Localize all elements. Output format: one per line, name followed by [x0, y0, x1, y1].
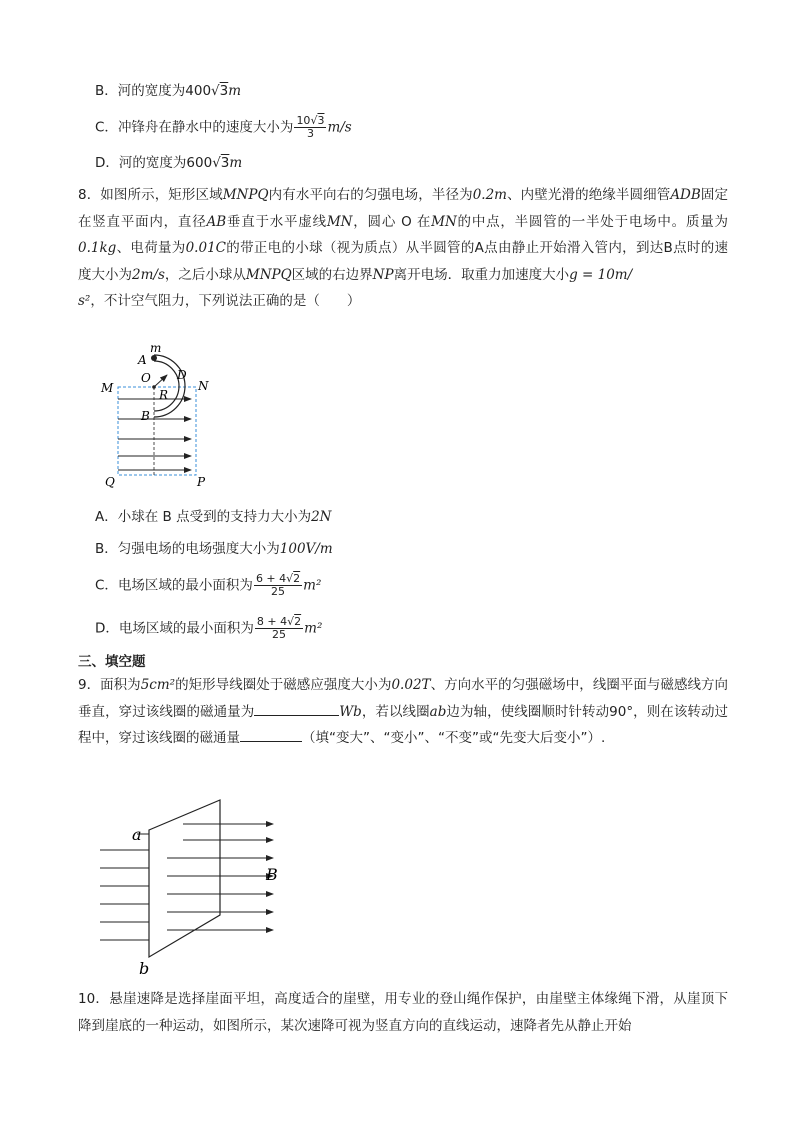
q7-option-c: C．冲锋舟在静水中的速度大小为 $\frac{10√3}{3}$ m/s [95, 114, 352, 140]
label-o: O [141, 371, 151, 385]
label-b: B [141, 409, 150, 423]
fraction: $\frac{10√3}{3}$ [296, 114, 325, 140]
label-m-corner: M [101, 381, 114, 395]
label-d: D [177, 368, 187, 382]
answer-blank-1[interactable] [254, 701, 339, 716]
label-m: m [150, 342, 162, 355]
label-b: b [139, 959, 150, 975]
label-n: N [198, 379, 209, 393]
q10-stem: 10．悬崖速降是选择崖面平坦，高度适合的崖壁，用专业的登山绳作保护，由崖壁主体缘绳下滑，从崖顶下降到崖底的一种运动，如图所示，某次速降可视为竖直方向的直线运动，速降者先从静止开始 [78, 991, 729, 1034]
field-region-rect [118, 387, 196, 475]
radius-arrow [154, 375, 167, 387]
q7-option-d: D．河的宽度为600√3m [95, 155, 243, 171]
ball [151, 355, 157, 361]
q9-coil-diagram [95, 790, 295, 975]
q9-stem: 9．面积为5cm²的矩形导线圈处于磁感应强度大小为0.02T、方向水平的匀强磁场中，线圈平面与磁感线方向垂直，穿过该线圈的磁通量为 Wb，若以线圈ab边为轴，使线圈顺时针转动90°，则在该转动过程中，穿过该线圈的磁通量 （填“变大”、“变小”、“不变”或“先变大后变小”）. [78, 677, 729, 746]
q8-option-b: B．匀强电场的电场强度大小为100V/m [95, 541, 333, 557]
fraction: $\frac{8 + 4√2}{25}$ [256, 615, 302, 641]
q7-option-b: B．河的宽度为400√3m [95, 83, 242, 99]
label-r: R [159, 388, 169, 402]
q8-option-a: A．小球在 B 点受到的支持力大小为2N [95, 509, 332, 525]
q8-option-c: C．电场区域的最小面积为 $\frac{6 + 4√2}{25}$ m² [95, 572, 322, 598]
answer-blank-2[interactable] [240, 727, 302, 742]
label-b-field: B [266, 865, 278, 884]
section-heading-fill-in: 三、填空题 [78, 654, 146, 670]
label-p: P [197, 475, 206, 489]
q8-option-d: D．电场区域的最小面积为 $\frac{8 + 4√2}{25}$ m² [95, 615, 323, 641]
q8-field-diagram [95, 342, 225, 490]
label-a: a [132, 825, 142, 844]
label-a: A [138, 353, 147, 367]
label-q: Q [105, 475, 115, 489]
q8-stem: 8．如图所示，矩形区域MNPQ内有水平向右的匀强电场，半径为0.2m、内壁光滑的绝缘半圆细管ADB固定在竖直平面内，直径AB垂直于水平虚线MN，圆心 O 在MN的中点，半圆管的一半处于电场中。质量为0.1kg、电荷量为0.01C的带正电的小球（视为质点）从半圆管的A点由静止开始滑入管内，到达B点时的速度大小为2m/s，之后小球从MNPQ区域的右边界NP离开电场．取重力加速度大小g = 10m/ s²，不计空气阻力，下列说法正确的是（ ） [78, 187, 729, 309]
semicircle-tube-outer [154, 355, 185, 417]
fraction: $\frac{6 + 4√2}{25}$ [255, 572, 301, 598]
semicircle-tube-inner [154, 361, 179, 411]
